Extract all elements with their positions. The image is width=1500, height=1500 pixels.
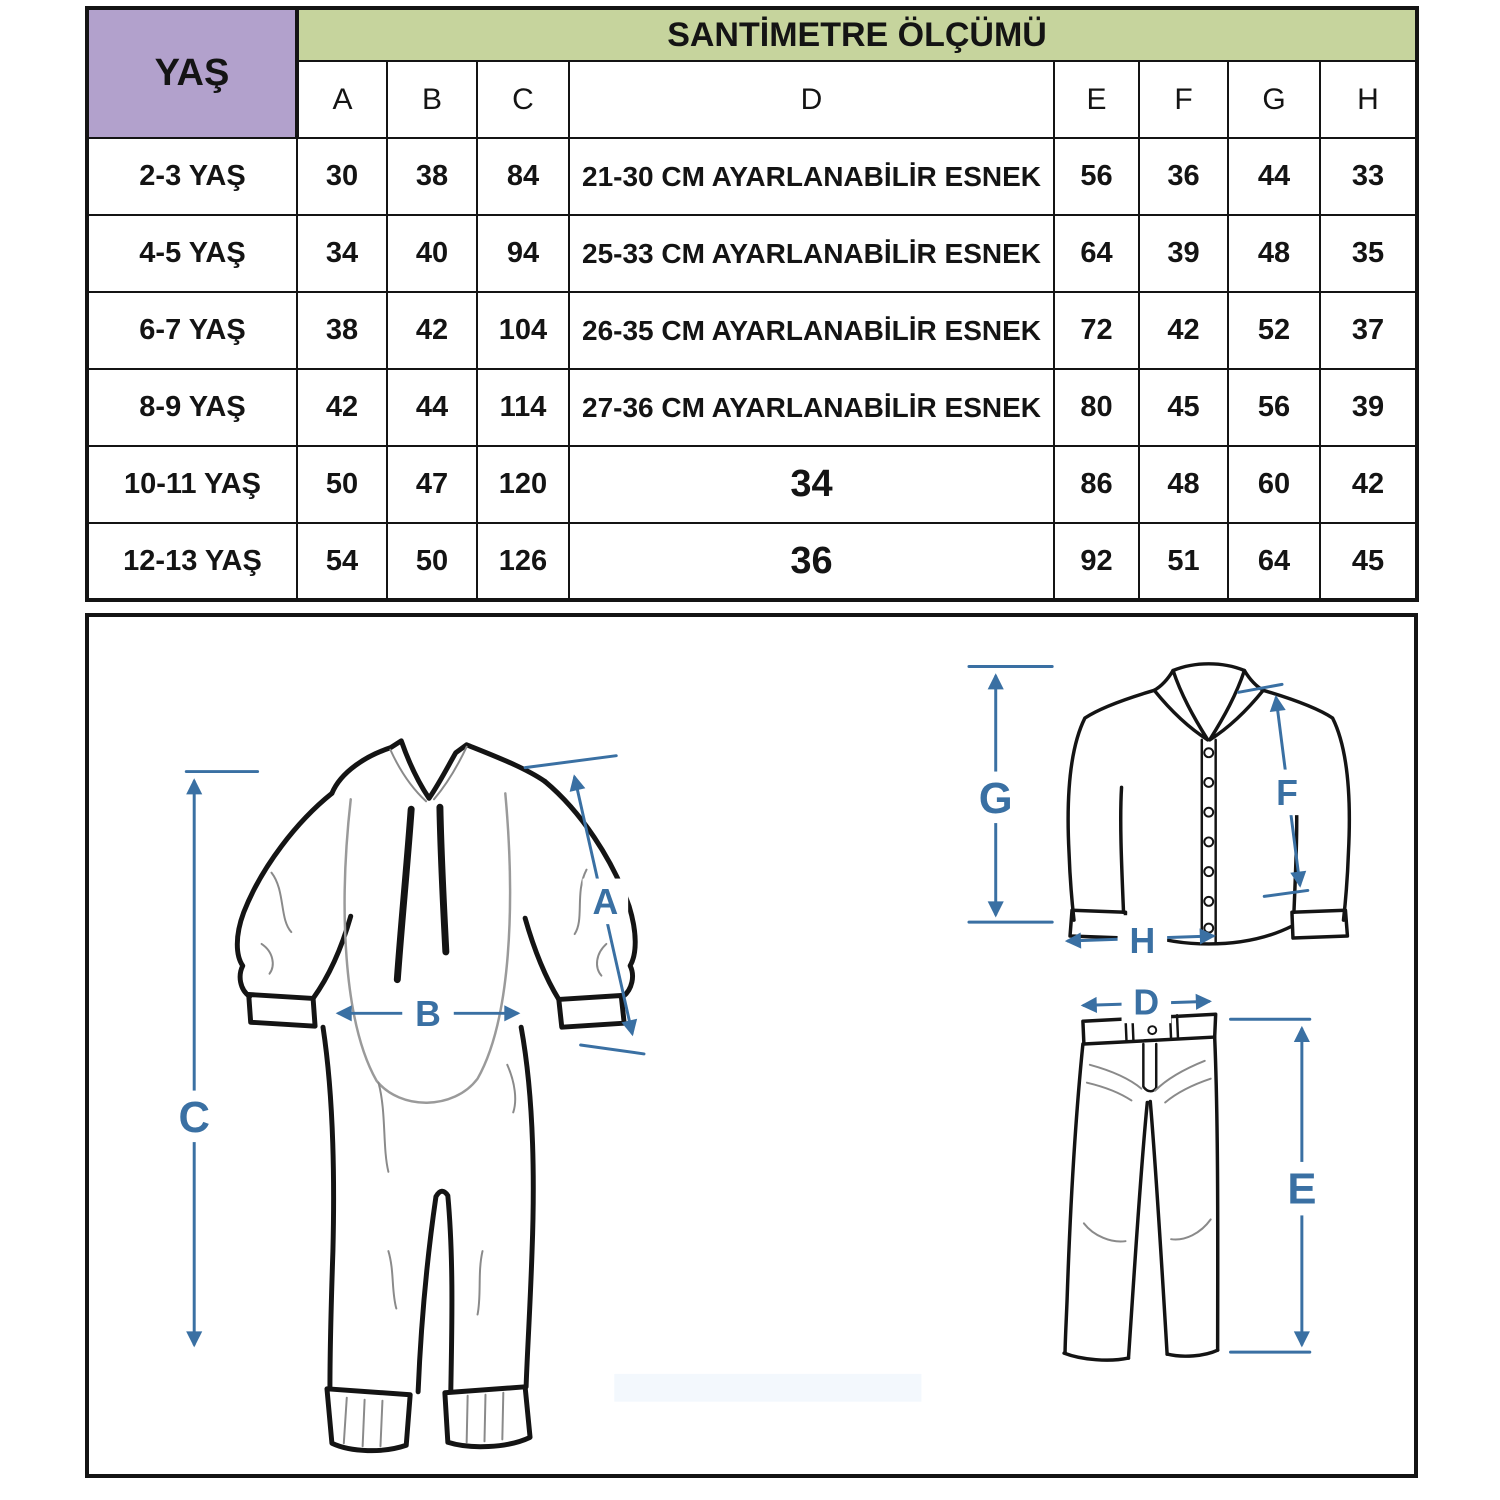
measure-label-a: A <box>592 882 619 923</box>
age-cell: 10-11 YAŞ <box>87 446 297 523</box>
size-table <box>85 6 1419 602</box>
measure-cell: 60 <box>1228 446 1320 523</box>
measure-cell: 120 <box>477 446 569 523</box>
measure-label-g: G <box>978 775 1013 824</box>
table-row <box>87 292 1417 369</box>
measure-cell: 37 <box>1320 292 1417 369</box>
pants-arrows <box>1084 978 1328 1353</box>
measure-label-e: E <box>1287 1165 1317 1214</box>
centimeter-header: SANTİMETRE ÖLÇÜMÜ <box>297 8 1417 61</box>
measure-cell: 86 <box>1054 446 1139 523</box>
measure-cell: 50 <box>387 523 477 600</box>
measurement-diagram-panel <box>85 613 1418 1478</box>
measure-cell: 126 <box>477 523 569 600</box>
measure-cell: 45 <box>1139 369 1228 446</box>
measure-cell: 64 <box>1228 523 1320 600</box>
measure-cell: 39 <box>1320 369 1417 446</box>
column-header-d: D <box>569 61 1054 138</box>
measure-cell: 114 <box>477 369 569 446</box>
measure-cell: 94 <box>477 215 569 292</box>
column-header-e: E <box>1054 61 1139 138</box>
measure-cell: 104 <box>477 292 569 369</box>
measure-cell: 38 <box>297 292 387 369</box>
age-cell: 6-7 YAŞ <box>87 292 297 369</box>
measure-cell: 84 <box>477 138 569 215</box>
age-cell: 2-3 YAŞ <box>87 138 297 215</box>
measure-cell: 21-30 CM AYARLANABİLİR ESNEK <box>569 138 1054 215</box>
measure-cell: 64 <box>1054 215 1139 292</box>
table-row <box>87 138 1417 215</box>
measure-cell: 50 <box>297 446 387 523</box>
measure-cell: 42 <box>387 292 477 369</box>
age-column-header: YAŞ <box>87 8 297 138</box>
column-header-g: G <box>1228 61 1320 138</box>
measure-cell: 44 <box>1228 138 1320 215</box>
shirt-arrows <box>969 667 1310 963</box>
measurement-diagram <box>89 617 1414 1474</box>
table-row <box>87 215 1417 292</box>
measure-label-b: B <box>415 994 441 1035</box>
age-cell: 4-5 YAŞ <box>87 215 297 292</box>
measure-cell: 44 <box>387 369 477 446</box>
measure-cell: 54 <box>297 523 387 600</box>
measure-cell: 34 <box>569 446 1054 523</box>
measure-cell: 42 <box>297 369 387 446</box>
measure-cell: 35 <box>1320 215 1417 292</box>
measure-label-d: D <box>1133 982 1160 1023</box>
measure-cell: 36 <box>1139 138 1228 215</box>
measure-cell: 34 <box>297 215 387 292</box>
column-header-c: C <box>477 61 569 138</box>
measure-cell: 33 <box>1320 138 1417 215</box>
measure-cell: 51 <box>1139 523 1228 600</box>
table-row <box>87 369 1417 446</box>
column-header-a: A <box>297 61 387 138</box>
measure-cell: 56 <box>1228 369 1320 446</box>
measure-cell: 38 <box>387 138 477 215</box>
pants-illustration <box>1064 1014 1218 1360</box>
measure-cell: 39 <box>1139 215 1228 292</box>
column-header-h: H <box>1320 61 1417 138</box>
measure-cell: 36 <box>569 523 1054 600</box>
measure-cell: 45 <box>1320 523 1417 600</box>
column-header-b: B <box>387 61 477 138</box>
measure-cell: 42 <box>1139 292 1228 369</box>
faint-watermark <box>614 1374 921 1402</box>
measure-label-h: H <box>1129 920 1156 961</box>
onesie-illustration <box>237 741 635 1451</box>
measure-cell: 56 <box>1054 138 1139 215</box>
measure-cell: 26-35 CM AYARLANABİLİR ESNEK <box>569 292 1054 369</box>
measure-cell: 72 <box>1054 292 1139 369</box>
table-row <box>87 446 1417 523</box>
measure-cell: 47 <box>387 446 477 523</box>
measure-label-c: C <box>178 1094 210 1143</box>
measure-cell: 27-36 CM AYARLANABİLİR ESNEK <box>569 369 1054 446</box>
column-header-f: F <box>1139 61 1228 138</box>
measure-cell: 52 <box>1228 292 1320 369</box>
measure-cell: 30 <box>297 138 387 215</box>
measure-label-f: F <box>1276 773 1298 814</box>
measure-cell: 48 <box>1228 215 1320 292</box>
measure-cell: 48 <box>1139 446 1228 523</box>
measure-cell: 80 <box>1054 369 1139 446</box>
age-cell: 8-9 YAŞ <box>87 369 297 446</box>
measure-cell: 92 <box>1054 523 1139 600</box>
age-cell: 12-13 YAŞ <box>87 523 297 600</box>
measure-cell: 42 <box>1320 446 1417 523</box>
measure-cell: 25-33 CM AYARLANABİLİR ESNEK <box>569 215 1054 292</box>
table-row <box>87 523 1417 600</box>
measure-cell: 40 <box>387 215 477 292</box>
